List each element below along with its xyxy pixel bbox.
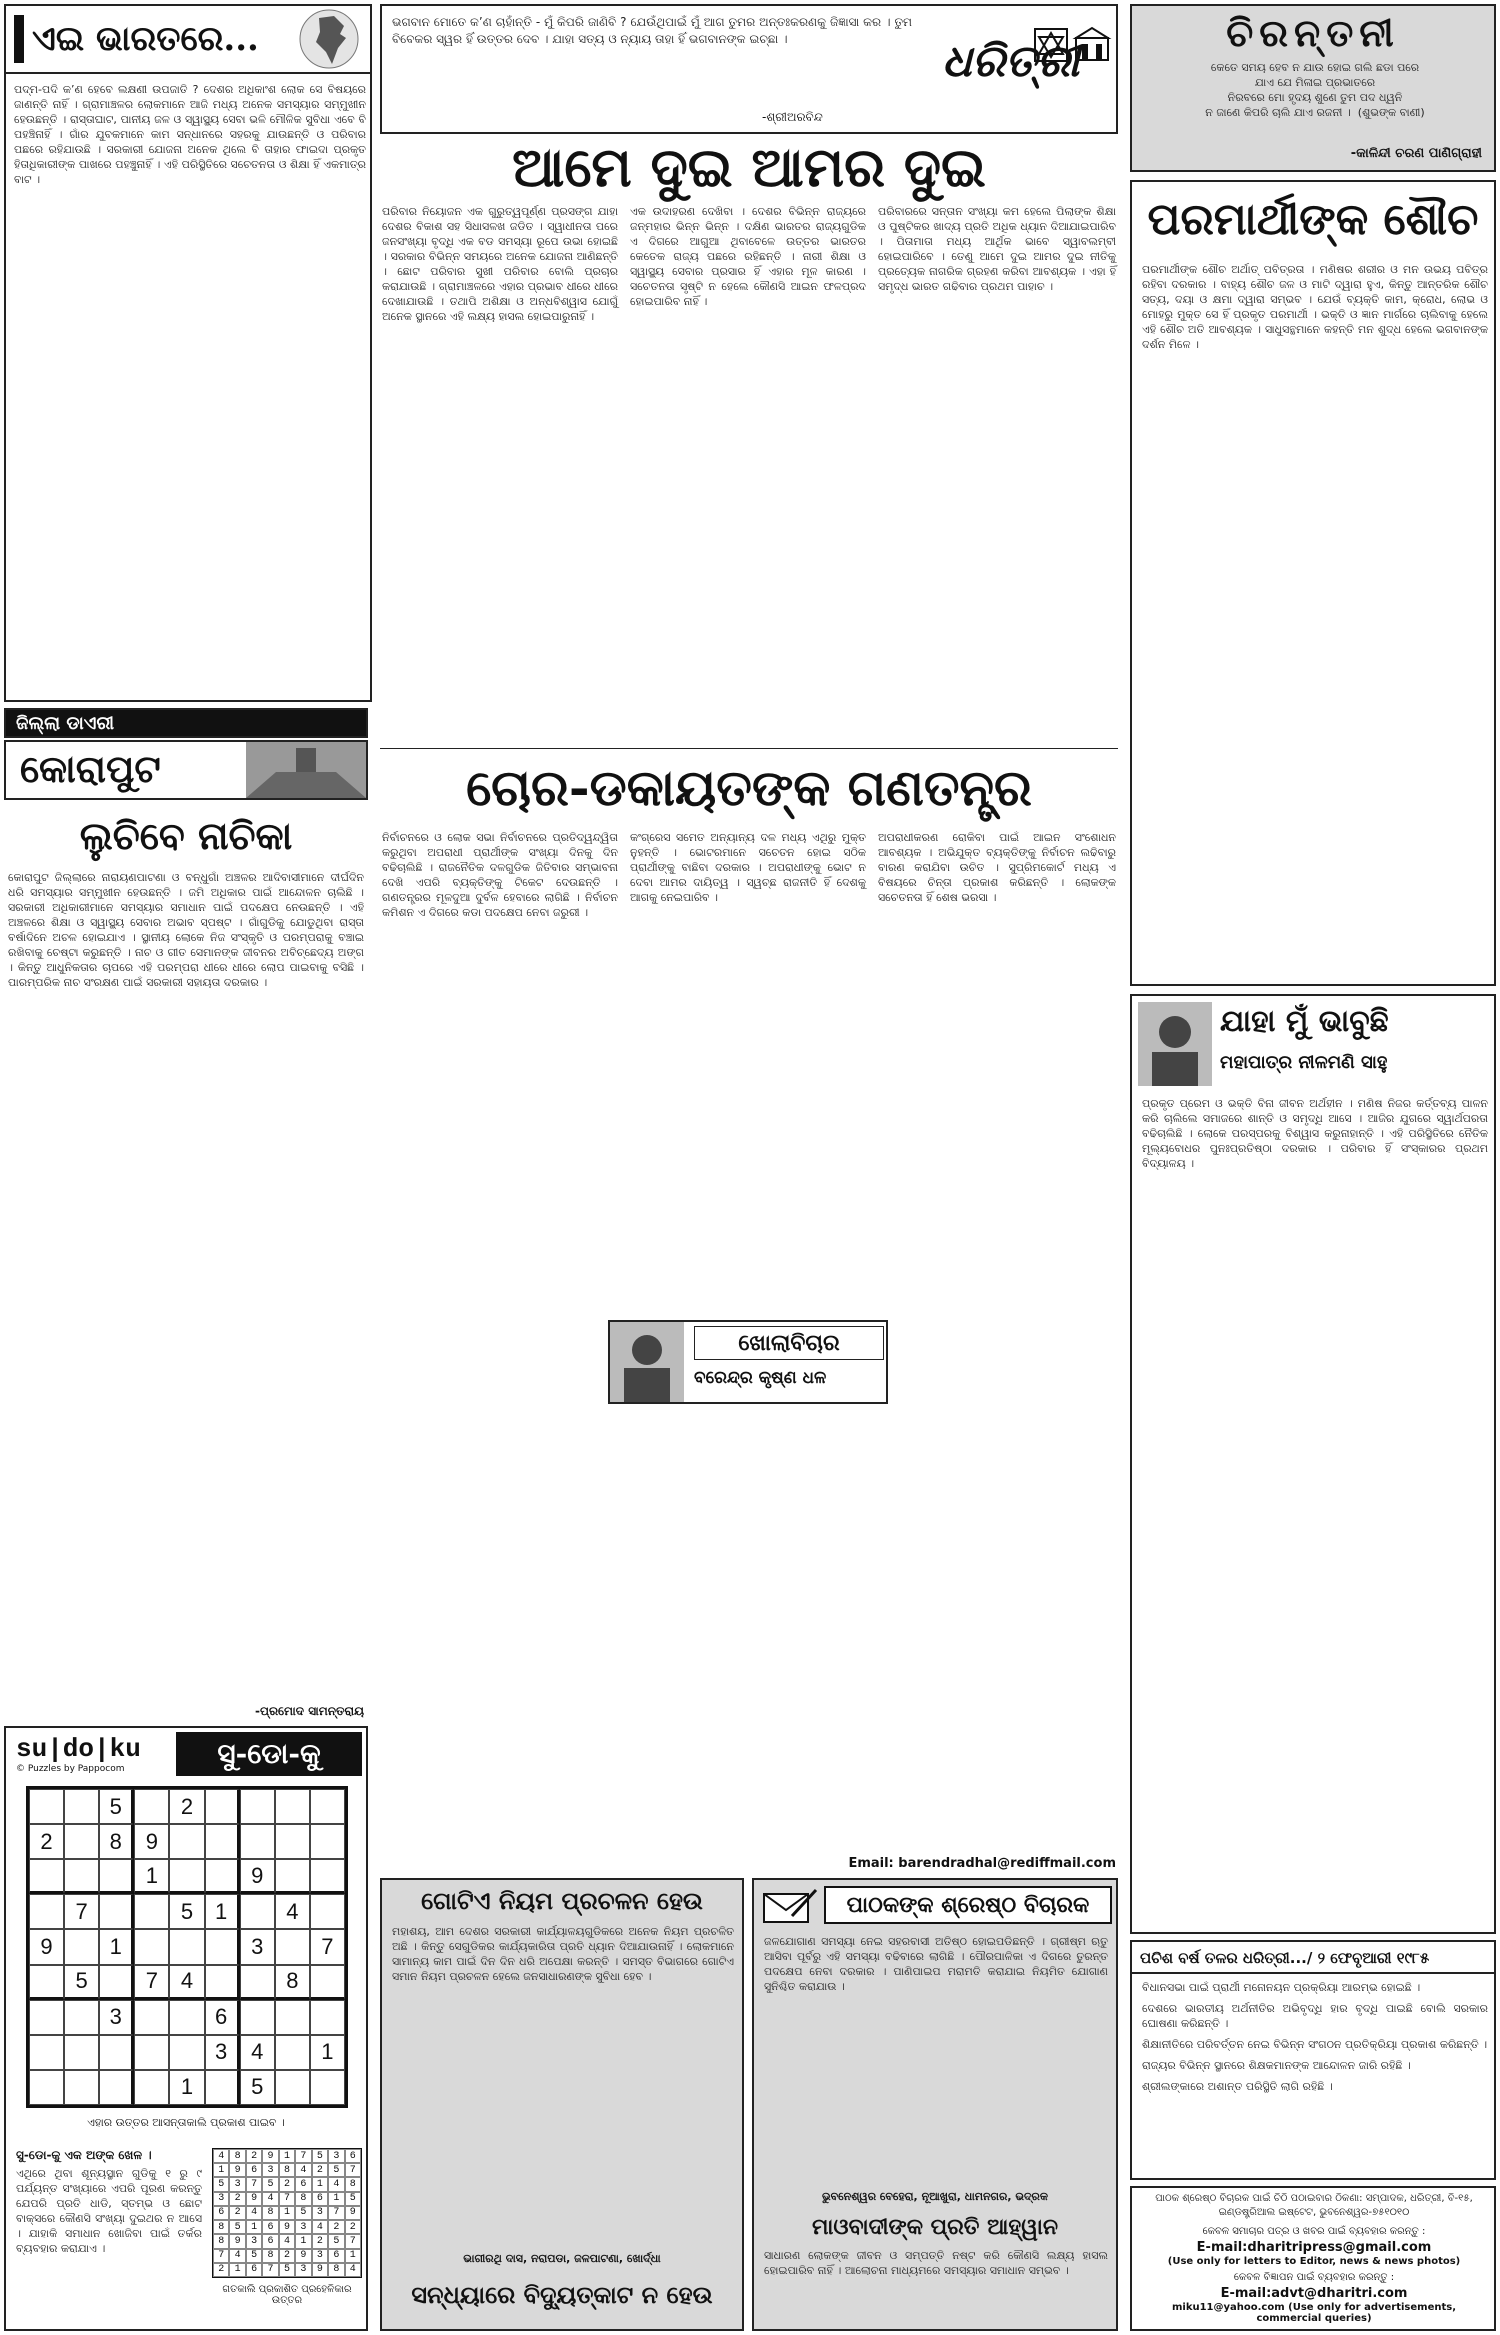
solution-cell: 7 <box>246 2177 262 2191</box>
solution-cell: 6 <box>295 2177 311 2191</box>
sudoku-cell <box>310 1789 345 1824</box>
contact-email2-alt[interactable]: miku11@yahoo.com (Use only for advertisements, commercial queries) <box>1171 2302 1457 2324</box>
solution-cell: 3 <box>312 2249 328 2263</box>
solution-cell: 1 <box>246 2220 262 2234</box>
chirantani-poem: କେତେ ସମୟ ହେବ ନ ଯାଉ ହୋଇ ଗଲି ଛଡା ପରେ ଯାଏ ଯେ ମିଳାଇ ପ୍ରଭାତରେ ନିରବରେ ମୋ ହୃଦୟ ଶୁଣେ ତୁମ ପଦ ଧ୍ୱନି ନ ଜାଣେ କିପରି ଚାଲି ଯାଏ ରଜନୀ । (ଶୁଭଙ୍କ ବାଣୀ) <box>1205 61 1425 119</box>
pathaka-sub-title: ମାଓବାଦୀଙ୍କ ପ୍ରତି ଆହ୍ୱାନ <box>811 2214 1059 2240</box>
solution-cell: 8 <box>262 2249 278 2263</box>
paramartha-body: ପରମାର୍ଥୀଙ୍କ ଶୌଚ ଅର୍ଥାତ୍ ପବିତ୍ରତା । ମଣିଷର ଶରୀର ଓ ମନ ଉଭୟ ପବିତ୍ର ରହିବା ଦରକାର । ବାହ୍ୟ ଶୌଚ ଜଳ ଓ ମାଟି ଦ୍ୱାରା ହୁଏ, କିନ୍ତୁ ଆନ୍ତରିକ ଶୌଚ ସତ୍ୟ, ଦୟା ଓ କ୍ଷମା ଦ୍ୱାରା ସମ୍ଭବ । ଯେଉଁ ବ୍ୟକ୍ତି କାମ, କ୍ରୋଧ, ଲୋଭ ଓ ମୋହରୁ ମୁକ୍ତ ସେ ହିଁ ପ୍ରକୃତ ପରମାର୍ଥୀ । ଭକ୍ତି ଓ ଜ୍ଞାନ ମାର୍ଗରେ ଚାଲିବାକୁ ହେଲେ ଏହି ଶୌଚ ଅତି ଆବଶ୍ୟକ । ସାଧୁସନ୍ଥମାନେ କହନ୍ତି ମନ ଶୁଦ୍ଧ ହେଲେ ଭଗବାନଙ୍କ ଦର୍ଶନ ମିଳେ । <box>1142 263 1492 351</box>
jahamu-title: ଯାହା ମୁଁ ଭାବୁଛି <box>1220 1004 1389 1039</box>
sudoku-cell <box>134 1929 169 1964</box>
solution-cell: 3 <box>262 2163 278 2177</box>
solution-cell: 7 <box>328 2206 344 2220</box>
sudoku-cell <box>29 2035 64 2070</box>
sudoku-cell: 6 <box>205 2000 240 2035</box>
sudoku-cell <box>310 2070 345 2105</box>
author-portrait-jahamu <box>1138 1002 1212 1086</box>
sudoku-cell <box>240 1894 275 1929</box>
solution-cell: 1 <box>312 2177 328 2191</box>
solution-cell: 2 <box>279 2177 295 2191</box>
contact-info <box>1130 2186 1496 2331</box>
pachisa-item: ଦେଶରେ ଭାରତୀୟ ଅର୍ଥନୀତିର ଅଭିବୃଦ୍ଧି ହାର ବୃଦ୍ଧି ପାଇଛି ବୋଲି ସରକାର ଘୋଷଣା କରିଛନ୍ତି । <box>1142 2002 1492 2030</box>
sudoku-cell: 5 <box>64 1965 99 2000</box>
sudoku-cell <box>275 2000 310 2035</box>
temple-steps-photo <box>246 742 366 798</box>
pathaka-panel <box>752 1878 1118 2331</box>
solution-cell: 6 <box>328 2249 344 2263</box>
ei-bharatare-body: ପଦ୍ମ-ପଦି କ’ଣ ହେବେ ଲକ୍ଷଣୀ ଉପଜାତି ? ଦେଶର ଅଧିକାଂଶ ଲୋକ ସେ ବିଷୟରେ ଜାଣନ୍ତି ନାହିଁ । ଗ୍ରାମାଞ୍ଚଳର ଲୋକମାନେ ଆଜି ମଧ୍ୟ ଅନେକ ସମସ୍ୟାର ସମ୍ମୁଖୀନ ହେଉଛନ୍ତି । ରାସ୍ତାଘାଟ, ପାନୀୟ ଜଳ ଓ ସ୍ୱାସ୍ଥ୍ୟ ସେବା ଭଳି ମୌଳିକ ସୁବିଧା ଏବେ ବି ପହଞ୍ଚିନାହିଁ । ଗାଁର ଯୁବକମାନେ କାମ ସନ୍ଧାନରେ ସହରକୁ ଯାଉଛନ୍ତି ଓ ପରିବାର ପଛରେ ରହିଯାଉଛି । ସରକାରୀ ଯୋଜନା ଅନେକ ଥିଲେ ବି ତାହାର ଫାଇଦା ପ୍ରକୃତ ହିତାଧିକାରୀଙ୍କ ପାଖରେ ପହଞ୍ଚୁନାହିଁ । ଏହି ପରିସ୍ଥିତିରେ ସଚେତନତା ଓ ଶିକ୍ଷା ହିଁ ଏକମାତ୍ର ବାଟ । <box>14 83 370 186</box>
solution-cell: 9 <box>312 2263 328 2277</box>
chora-col1: ନିର୍ବାଚନରେ ଓ ଲୋକ ସଭା ନିର୍ବାଚନରେ ପ୍ରତିଦ୍ୱନ୍ଦ୍ୱିତା କରୁଥିବା ଅପରାଧୀ ପ୍ରାର୍ଥୀଙ୍କ ସଂଖ୍ୟା ଦିନକୁ ଦିନ ବଢିଚାଲିଛି । ରାଜନୈତିକ ଦଳଗୁଡିକ ଜିତିବାର ସମ୍ଭାବନା ଦେଖି ଏପରି ବ୍ୟକ୍ତିଙ୍କୁ ଟିକେଟ ଦେଉଛନ୍ତି । ଗଣତନ୍ତ୍ରର ମୂଳଦୁଆ ଦୁର୍ବଳ ହେବାରେ ଲାଗିଛି । ନିର୍ବାଚନ କମିଶନ ଏ ଦିଗରେ କଡା ପଦକ୍ଷେପ ନେବା ଜରୁରୀ । <box>382 831 622 919</box>
sudoku-cell: 3 <box>205 2035 240 2070</box>
solution-cell: 3 <box>246 2234 262 2248</box>
contact-email2[interactable]: E-mail:advt@dharitri.com <box>1220 2286 1408 2301</box>
solution-cell: 6 <box>262 2234 278 2248</box>
sudoku-cell: 3 <box>240 1929 275 1964</box>
sudoku-cell: 4 <box>169 1965 204 2000</box>
solution-cell: 2 <box>246 2149 262 2163</box>
sudoku-cell <box>134 2000 169 2035</box>
solution-cell: 8 <box>328 2263 344 2277</box>
sudoku-cell <box>205 1824 240 1859</box>
sudoku-cell <box>310 2000 345 2035</box>
sudoku-cell <box>205 2070 240 2105</box>
solution-cell: 9 <box>229 2163 245 2177</box>
contact-email-hint: କେବଳ ସମାଚାର ପତ୍ର ଓ ଖବର ପାଇଁ ବ୍ୟବହାର କରନ୍ତୁ : <box>1202 2226 1426 2237</box>
sudoku-cell <box>29 1789 64 1824</box>
sudoku-cell <box>240 1789 275 1824</box>
pathaka-title: ପାଠକଙ୍କ ଶ୍ରେଷ୍ଠ ବିଚାରକ <box>824 1886 1112 1924</box>
gotie-body: ମହାଶୟ, ଆମ ଦେଶର ସରକାରୀ କାର୍ଯ୍ୟାଳୟଗୁଡିକରେ ଅନେକ ନିୟମ ପ୍ରଚଳିତ ଅଛି । କିନ୍ତୁ ସେଗୁଡିକର କାର୍ଯ୍ୟକାରିତା ପ୍ରତି ଧ୍ୟାନ ଦିଆଯାଉନାହିଁ । ଲୋକମାନେ ସାମାନ୍ୟ କାମ ପାଇଁ ଦିନ ଦିନ ଧରି ଅପେକ୍ଷା କରନ୍ତି । ସମସ୍ତ ବିଭାଗରେ ଗୋଟିଏ ସମାନ ନିୟମ ପ୍ରଚଳନ ହେଲେ ଜନସାଧାରଣଙ୍କ ସୁବିଧା ହେବ । <box>392 1925 738 1983</box>
sudoku-title: ସୁ-ଡୋ-କୁ <box>176 1732 362 1776</box>
india-map-icon <box>294 8 364 70</box>
zilla-label: ଜିଲ୍ଲା ଡାଏରୀ <box>16 713 115 734</box>
sudoku-cell <box>29 2070 64 2105</box>
solution-cell: 3 <box>295 2263 311 2277</box>
contact-ad-hint: କେବଳ ବିଜ୍ଞାପନ ପାଇଁ ବ୍ୟବହାର କରନ୍ତୁ : <box>1233 2272 1395 2283</box>
gotie-sender: ଭାଗୀରଥି ଦାସ, ନରାପଡା, ଜଳପାଟଣା, ଖୋର୍ଦ୍ଧା <box>463 2252 661 2265</box>
sudoku-cell <box>275 1929 310 1964</box>
solution-cell: 8 <box>229 2149 245 2163</box>
main-article-col3: ପରିବାରରେ ସନ୍ତାନ ସଂଖ୍ୟା କମ ହେଲେ ପିଲାଙ୍କ ଶିକ୍ଷା ଓ ପୁଷ୍ଟିକର ଖାଦ୍ୟ ପ୍ରତି ଅଧିକ ଧ୍ୟାନ ଦିଆଯାଇପାରିବ । ପିତାମାତା ମଧ୍ୟ ଆର୍ଥିକ ଭାବେ ସ୍ୱାବଲମ୍ବୀ ହୋଇପାରିବେ । ତେଣୁ ଆମେ ଦୁଇ ଆମର ଦୁଇ ନୀତିକୁ ପ୍ରତ୍ୟେକ ନାଗରିକ ଗ୍ରହଣ କରିବା ଆବଶ୍ୟକ । ଏହା ହିଁ ସମୃଦ୍ଧ ଭାରତ ଗଢିବାର ପ୍ରଥମ ପାହାଚ । <box>878 205 1120 293</box>
sudoku-cell <box>240 2000 275 2035</box>
solution-cell: 7 <box>262 2263 278 2277</box>
sudoku-cell <box>169 2035 204 2070</box>
main-article-col2: ଏକ ଉଦାହରଣ ଦେଖିବା । ଦେଶର ବିଭିନ୍ନ ରାଜ୍ୟରେ ଜନ୍ମହାର ଭିନ୍ନ ଭିନ୍ନ । ଦକ୍ଷିଣ ଭାରତର ରାଜ୍ୟଗୁଡିକ ଏ ଦିଗରେ ଆଗୁଆ ଥିବାବେଳେ ଉତ୍ତର ଭାରତର କେତେକ ରାଜ୍ୟ ପଛରେ ରହିଛନ୍ତି । ନାରୀ ଶିକ୍ଷା ଓ ସ୍ୱାସ୍ଥ୍ୟ ସେବାର ପ୍ରସାର ହିଁ ଏହାର ମୂଳ କାରଣ । ସଚେତନତା ସୃଷ୍ଟି ନ ହେଲେ କୌଣସି ଆଇନ ଫଳପ୍ରଦ ହୋଇପାରିବ ନାହିଁ । <box>630 205 870 308</box>
sudoku-cell <box>29 2000 64 2035</box>
sudoku-cell: 7 <box>64 1894 99 1929</box>
solution-cell: 5 <box>328 2163 344 2177</box>
sudoku-answer-note: ଏହାର ଉତ୍ତର ଆସନ୍ତାକାଲି ପ୍ରକାଶ ପାଇବ । <box>87 2116 285 2129</box>
solution-cell: 1 <box>328 2192 344 2206</box>
solution-cell: 2 <box>312 2234 328 2248</box>
sudoku-cell: 1 <box>310 2035 345 2070</box>
zilla-name-box <box>4 740 368 800</box>
chora-col2: କଂଗ୍ରେସ ସମେତ ଅନ୍ୟାନ୍ୟ ଦଳ ମଧ୍ୟ ଏଥିରୁ ମୁକ୍ତ ନୁହନ୍ତି । ଭୋଟରମାନେ ସଚେତନ ହୋଇ ସଠିକ ପ୍ରାର୍ଥୀଙ୍କୁ ବାଛିବା ଦରକାର । ଅପରାଧୀଙ୍କୁ ଭୋଟ ନ ଦେବା ଆମର ଦାୟିତ୍ୱ । ସ୍ୱଚ୍ଛ ରାଜନୀତି ହିଁ ଦେଶକୁ ଆଗକୁ ନେଇପାରିବ । <box>630 831 870 904</box>
chirantani-title: ଚିରନ୍ତନୀ <box>1226 10 1400 55</box>
solution-cell: 8 <box>295 2192 311 2206</box>
masthead-attribution: -ଶ୍ରୀଅରବିନ୍ଦ <box>762 110 823 124</box>
sudoku-cell <box>169 1859 204 1894</box>
zilla-headline: ଲୁଚିବେ ନାଚିକା <box>79 813 293 858</box>
solution-cell: 5 <box>328 2234 344 2248</box>
main-headline: ଆମେ ଦୁଇ ଆମର ଦୁଇ <box>512 135 986 199</box>
sudoku-cell: 5 <box>169 1894 204 1929</box>
solution-cell: 4 <box>229 2249 245 2263</box>
sudoku-cell <box>275 1824 310 1859</box>
solution-cell: 9 <box>279 2220 295 2234</box>
solution-cell: 6 <box>213 2206 229 2220</box>
solution-cell: 2 <box>213 2263 229 2277</box>
chora-column-author: ବରେନ୍ଦ୍ର କୃଷ୍ଣ ଧଳ <box>694 1368 827 1388</box>
solution-cell: 7 <box>345 2163 361 2177</box>
pathaka-sub-body: ସାଧାରଣ ଲୋକଙ୍କ ଜୀବନ ଓ ସମ୍ପତ୍ତି ନଷ୍ଟ କରି କୌଣସି ଲକ୍ଷ୍ୟ ହାସଲ ହୋଇପାରିବ ନାହିଁ । ଆଲୋଚନା ମାଧ୍ୟମରେ ସମସ୍ୟାର ସମାଧାନ ସମ୍ଭବ । <box>764 2249 1112 2277</box>
solution-cell: 2 <box>229 2192 245 2206</box>
author-portrait-chora <box>610 1322 684 1402</box>
solution-cell: 8 <box>279 2163 295 2177</box>
solution-cell: 7 <box>213 2249 229 2263</box>
solution-cell: 6 <box>312 2192 328 2206</box>
pachisa-header: ପଚିଶ ବର୍ଷ ତଳର ଧରିତ୍ରୀ.../ ୨ ଫେବୃଆରୀ ୧୯୮୫ <box>1132 1942 1494 1974</box>
sudoku-cell <box>99 2035 134 2070</box>
solution-cell: 8 <box>345 2177 361 2191</box>
sudoku-cell: 9 <box>134 1824 169 1859</box>
solution-cell: 6 <box>345 2149 361 2163</box>
sudoku-cell <box>64 1929 99 1964</box>
pachisa-panel <box>1130 1940 1496 2180</box>
solution-cell: 1 <box>213 2163 229 2177</box>
sudoku-cell <box>169 2000 204 2035</box>
sudoku-cell: 1 <box>99 1929 134 1964</box>
solution-cell: 2 <box>229 2206 245 2220</box>
chora-col3: ଅପରାଧୀକରଣ ରୋକିବା ପାଇଁ ଆଇନ ସଂଶୋଧନ ଆବଶ୍ୟକ । ଅଭିଯୁକ୍ତ ବ୍ୟକ୍ତିଙ୍କୁ ନିର୍ବାଚନ ଲଢିବାରୁ ବାରଣ କରାଯିବା ଉଚିତ । ସୁପ୍ରିମକୋର୍ଟ ମଧ୍ୟ ଏ ବିଷୟରେ ଚିନ୍ତା ପ୍ରକାଶ କରିଛନ୍ତି । ଲୋକଙ୍କ ସଚେତନତା ହିଁ ଶେଷ ଭରସା । <box>878 831 1120 904</box>
solution-cell: 4 <box>246 2206 262 2220</box>
gotie-title: ଗୋଟିଏ ନିୟମ ପ୍ରଚଳନ ହେଉ <box>421 1886 703 1915</box>
jahamu-panel <box>1130 994 1496 1934</box>
sudoku-cell: 4 <box>275 1894 310 1929</box>
sudoku-brand-credit: © Puzzles by Pappocom <box>16 1764 125 1774</box>
solution-cell: 1 <box>229 2263 245 2277</box>
sudoku-cell <box>310 1824 345 1859</box>
sudoku-cell: 9 <box>240 1859 275 1894</box>
solution-cell: 9 <box>345 2206 361 2220</box>
building-icon <box>1074 26 1110 62</box>
jahamu-body: ପ୍ରକୃତ ପ୍ରେମ ଓ ଭକ୍ତି ବିନା ଜୀବନ ଅର୍ଥହୀନ । ମଣିଷ ନିଜର କର୍ତ୍ତବ୍ୟ ପାଳନ କରି ଚାଲିଲେ ସମାଜରେ ଶାନ୍ତି ଓ ସମୃଦ୍ଧି ଆସେ । ଆଜିର ଯୁଗରେ ସ୍ୱାର୍ଥପରତା ବଢିଚାଲିଛି । ଲୋକେ ପରସ୍ପରକୁ ବିଶ୍ୱାସ କରୁନାହାନ୍ତି । ଏହି ପରିସ୍ଥିତିରେ ନୈତିକ ମୂଲ୍ୟବୋଧର ପୁନଃପ୍ରତିଷ୍ଠା ଦରକାର । ପରିବାର ହିଁ ସଂସ୍କାରର ପ୍ରଥମ ବିଦ୍ୟାଳୟ । <box>1142 1097 1492 1170</box>
gotie-footer-title: ସନ୍ଧ୍ୟାରେ ବିଦ୍ୟୁତ୍‍କାଟ ନ ହେଉ <box>411 2280 713 2309</box>
solution-cell: 9 <box>262 2149 278 2163</box>
solution-cell: 2 <box>279 2249 295 2263</box>
sudoku-cell <box>134 1894 169 1929</box>
sudoku-cell: 8 <box>99 1824 134 1859</box>
contact-intro: ପାଠକ ଶ୍ରେଷ୍ଠ ବିଚାରକ ପାଇଁ ଚିଠି ପଠାଇବାର ଠିକଣା: ସମ୍ପାଦକ, ଧରିତ୍ରୀ, ବି-୧୫, ଇଣ୍ଡଷ୍ଟ୍ରିଆଲ ଇଷ୍ଟେଟ, ଭୁବନେଶ୍ୱର-୭୫୧୦୧୦ <box>1155 2193 1476 2218</box>
solution-cell: 4 <box>213 2149 229 2163</box>
zilla-body: କୋରାପୁଟ ଜିଲ୍ଲାରେ ନାରାୟଣପାଟଣା ଓ ବନ୍ଧୁଗାଁ ଅଞ୍ଚଳର ଆଦିବାସୀମାନେ ଦୀର୍ଘଦିନ ଧରି ସମସ୍ୟାର ସମ୍ମୁଖୀନ ହେଉଛନ୍ତି । ଜମି ଅଧିକାର ପାଇଁ ଆନ୍ଦୋଳନ ଚାଲିଛି । ସରକାରୀ ଅଧିକାରୀମାନେ ସମସ୍ୟାର ସମାଧାନ ପାଇଁ ପଦକ୍ଷେପ ନେଉଛନ୍ତି । ଏହି ଅଞ୍ଚଳରେ ଶିକ୍ଷା ଓ ସ୍ୱାସ୍ଥ୍ୟ ସେବାର ଅଭାବ ସ୍ପଷ୍ଟ । ଗାଁଗୁଡିକୁ ଯୋଡୁଥିବା ରାସ୍ତା ବର୍ଷାଦିନେ ଅଚଳ ହୋଇଯାଏ । ସ୍ଥାନୀୟ ଲୋକେ ନିଜ ସଂସ୍କୃତି ଓ ପରମ୍ପରାକୁ ବଞ୍ଚାଇ ରଖିବାକୁ ଚେଷ୍ଟା କରୁଛନ୍ତି । ନାଚ ଓ ଗୀତ ସେମାନଙ୍କ ଜୀବନର ଅବିଚ୍ଛେଦ୍ୟ ଅଙ୍ଗ । କିନ୍ତୁ ଆଧୁନିକତାର ଚାପରେ ଏହି ପରମ୍ପରା ଧୀରେ ଧୀରେ ଲୋପ ପାଇବାକୁ ବସିଛି । ପାରମ୍ପରିକ ନାଚ ସଂରକ୍ଷଣ ପାଇଁ ସରକାରୀ ସହାୟତା ଦରକାର । <box>8 871 368 989</box>
solution-cell: 4 <box>295 2163 311 2177</box>
pachisa-item: ରାଜ୍ୟର ବିଭିନ୍ନ ସ୍ଥାନରେ ଶିକ୍ଷକମାନଙ୍କ ଆନ୍ଦୋଳନ ଜାରି ରହିଛି । <box>1142 2059 1411 2072</box>
sudoku-cell <box>310 1894 345 1929</box>
solution-cell: 5 <box>229 2220 245 2234</box>
sudoku-cell: 7 <box>134 1965 169 2000</box>
solution-cell: 1 <box>279 2149 295 2163</box>
ei-bharatare-panel <box>4 4 372 702</box>
zilla-name: କୋରାପୁଟ <box>20 746 161 791</box>
gotie-panel <box>380 1878 744 2331</box>
sudoku-cell: 5 <box>99 1789 134 1824</box>
sudoku-cell <box>134 2070 169 2105</box>
sudoku-cell <box>310 1965 345 2000</box>
sudoku-cell <box>29 1894 64 1929</box>
zilla-label-box <box>4 708 368 738</box>
sudoku-cell <box>205 1789 240 1824</box>
solution-cell: 5 <box>213 2177 229 2191</box>
sudoku-panel <box>4 1726 368 2331</box>
pachisa-item: ଶ୍ରୀଲଙ୍କାରେ ଅଶାନ୍ତ ପରିସ୍ଥିତି ଲାଗି ରହିଛି । <box>1142 2080 1333 2093</box>
header-bar <box>14 15 24 63</box>
pathaka-body: ଜଳଯୋଗାଣ ସମସ୍ୟା ନେଇ ସହରବାସୀ ଅତିଷ୍ଠ ହୋଇପଡିଛନ୍ତି । ଗ୍ରୀଷ୍ମ ଋତୁ ଆସିବା ପୂର୍ବରୁ ଏହି ସମସ୍ୟା ବଢିବାରେ ଲାଗିଛି । ପୌରପାଳିକା ଏ ଦିଗରେ ତୁରନ୍ତ ପଦକ୍ଷେପ ନେବା ଦରକାର । ପାଣିପାଇପ ମରାମତି କରାଯାଇ ନିୟମିତ ଯୋଗାଣ ସୁନିଶ୍ଚିତ କରାଯାଉ । <box>764 1935 1112 1993</box>
solution-cell: 2 <box>345 2220 361 2234</box>
star-emblem-icon <box>1034 28 1068 62</box>
sudoku-cell <box>134 1789 169 1824</box>
sudoku-cell <box>64 2000 99 2035</box>
pachisa-item: ଶିକ୍ଷାନୀତିରେ ପରିବର୍ତ୍ତନ ନେଇ ବିଭିନ୍ନ ସଂଗଠନ ପ୍ରତିକ୍ରିୟା ପ୍ରକାଶ କରିଛନ୍ତି । <box>1142 2038 1488 2051</box>
solution-cell: 8 <box>262 2206 278 2220</box>
sudoku-cell: 1 <box>169 2070 204 2105</box>
solution-cell: 4 <box>328 2177 344 2191</box>
sudoku-cell <box>64 2070 99 2105</box>
sudoku-cell: 3 <box>99 2000 134 2035</box>
solution-cell: 9 <box>246 2192 262 2206</box>
jahamu-author: ମହାପାତ୍ର ନୀଳମଣି ସାହୁ <box>1220 1052 1388 1073</box>
sudoku-cell <box>275 1859 310 1894</box>
solution-cell: 8 <box>213 2220 229 2234</box>
solution-cell: 1 <box>295 2234 311 2248</box>
solution-cell: 7 <box>295 2149 311 2163</box>
sudoku-rules-title: ସୁ-ଡୋ-କୁ ଏକ ଅଙ୍କ ଖେଳ । <box>16 2148 152 2162</box>
contact-panel <box>1130 1950 1496 1951</box>
sudoku-cell <box>240 1965 275 2000</box>
chora-headline: ଚୋର-ଡକାୟତଙ୍କ ଗଣତନ୍ତ୍ର <box>466 758 1032 817</box>
ei-bharatare-title: ଏଇ ଭାରତରେ... <box>32 19 259 59</box>
sudoku-cell <box>64 1789 99 1824</box>
sudoku-cell <box>169 1929 204 1964</box>
chirantani-author: -କାଳିନ୍ଦୀ ଚରଣ ପାଣିଗ୍ରାହୀ <box>1350 146 1482 161</box>
paramartha-title: ପରମାର୍ଥୀଙ୍କ ଶୌଚ <box>1147 194 1479 245</box>
solution-cell: 4 <box>345 2263 361 2277</box>
sudoku-cell <box>29 1859 64 1894</box>
main-article-col1: ପରିବାର ନିୟୋଜନ ଏକ ଗୁରୁତ୍ୱପୂର୍ଣ୍ଣ ପ୍ରସଙ୍ଗ ଯାହା ଦେଶର ବିକାଶ ସହ ସିଧାସଳଖ ଜଡିତ । ସ୍ୱାଧୀନତା ପରେ ଜନସଂଖ୍ୟା ବୃଦ୍ଧି ଏକ ବଡ ସମସ୍ୟା ରୂପେ ଉଭା ହୋଇଛି । ସରକାର ବିଭିନ୍ନ ସମୟରେ ଅନେକ ଯୋଜନା ଆଣିଛନ୍ତି । ଛୋଟ ପରିବାର ସୁଖୀ ପରିବାର ବୋଲି ପ୍ରଚାର କରାଯାଉଛି । ଗ୍ରାମାଞ୍ଚଳରେ ଏହାର ପ୍ରଭାବ ଧୀରେ ଧୀରେ ଦେଖାଯାଉଛି । ତଥାପି ଅଶିକ୍ଷା ଓ ଅନ୍ଧବିଶ୍ୱାସ ଯୋଗୁଁ ଅନେକ ସ୍ଥାନରେ ଏହି ଲକ୍ଷ୍ୟ ହାସଲ ହୋଇପାରୁନାହିଁ । <box>382 205 622 323</box>
solution-cell: 4 <box>262 2192 278 2206</box>
solution-cell: 4 <box>312 2220 328 2234</box>
sudoku-cell <box>205 1929 240 1964</box>
solution-cell: 8 <box>213 2234 229 2248</box>
solution-cell: 3 <box>295 2220 311 2234</box>
sudoku-cell <box>99 1894 134 1929</box>
sudoku-grid <box>26 1786 348 2108</box>
chora-email: Email: barendradhal@rediffmail.com <box>848 1856 1116 1871</box>
sudoku-cell <box>99 2070 134 2105</box>
solution-cell: 5 <box>295 2206 311 2220</box>
zilla-author: -ପ୍ରମୋଦ ସାମନ୍ତରାୟ <box>254 1704 364 1718</box>
solution-cell: 5 <box>246 2249 262 2263</box>
sudoku-cell <box>99 1965 134 2000</box>
chora-divider <box>380 748 1118 749</box>
solution-cell: 9 <box>295 2249 311 2263</box>
pathaka-sender: ଭୁବନେଶ୍ୱର ବେହେରା, ନୂଆଖୁରା, ଧାମନଗର, ଭଦ୍ରକ <box>821 2190 1049 2203</box>
sudoku-cell <box>64 1824 99 1859</box>
solution-cell: 3 <box>328 2149 344 2163</box>
sudoku-cell <box>275 2070 310 2105</box>
sudoku-cell <box>240 1824 275 1859</box>
solution-cell: 7 <box>345 2234 361 2248</box>
solution-cell: 6 <box>262 2220 278 2234</box>
solution-cell: 1 <box>345 2249 361 2263</box>
sudoku-cell: 9 <box>29 1929 64 1964</box>
contact-email1-note: (Use only for letters to Editor, news & news photos) <box>1167 2256 1461 2267</box>
sudoku-cell: 1 <box>205 1894 240 1929</box>
pachisa-list <box>1142 1980 1492 2100</box>
solution-cell: 7 <box>279 2192 295 2206</box>
sudoku-cell: 2 <box>169 1789 204 1824</box>
dharitri-logo: ଧରିତ୍ରୀ <box>942 36 1080 87</box>
solution-cell: 3 <box>229 2177 245 2191</box>
khola-bichara-box <box>608 1320 888 1404</box>
solution-cell: 5 <box>345 2192 361 2206</box>
sudoku-cell <box>64 1859 99 1894</box>
sudoku-solution-grid <box>212 2148 362 2278</box>
sudoku-cell <box>205 1965 240 2000</box>
letter-pen-icon <box>762 1886 818 1926</box>
solution-cell: 9 <box>229 2234 245 2248</box>
sudoku-rules: ଏଥିରେ ଥିବା ଶୂନ୍ୟସ୍ଥାନ ଗୁଡିକୁ ୧ ରୁ ୯ ପର୍ଯ୍ୟନ୍ତ ସଂଖ୍ୟାରେ ଏପରି ପୂରଣ କରନ୍ତୁ ଯେପରି ପ୍ରତି ଧାଡି, ସ୍ତମ୍ଭ ଓ ଛୋଟ ବାକ୍ସରେ କୌଣସି ସଂଖ୍ୟା ଦୁଇଥର ନ ଆସେ । ଯାହାକି ସମାଧାନ ଖୋଜିବା ପାଇଁ ତର୍କର ବ୍ୟବହାର କରାଯାଏ । <box>16 2167 206 2255</box>
sudoku-cell <box>205 1859 240 1894</box>
solution-cell: 2 <box>312 2163 328 2177</box>
solution-cell: 5 <box>279 2263 295 2277</box>
sudoku-cell: 1 <box>134 1859 169 1894</box>
contact-email1[interactable]: E-mail:dharitripress@gmail.com <box>1196 2240 1432 2255</box>
solution-cell: 3 <box>312 2206 328 2220</box>
sudoku-cell <box>275 2035 310 2070</box>
paramartha-panel <box>1130 180 1496 986</box>
solution-cell: 5 <box>262 2177 278 2191</box>
sudoku-cell <box>29 1965 64 2000</box>
solution-cell: 3 <box>213 2192 229 2206</box>
khola-bichara-label: ଖୋଲାବିଚାର <box>694 1326 884 1360</box>
sudoku-cell <box>134 2035 169 2070</box>
sudoku-cell <box>169 1824 204 1859</box>
masthead-quote: ଭଗବାନ ମୋତେ କ’ଣ ଚାହାଁନ୍ତି - ମୁଁ କିପରି ଜାଣିବି ? ଯେଉଁଥିପାଇଁ ମୁଁ ଆଗ ତୁମର ଅନ୍ତଃକରଣକୁ ଜିଜ୍ଞାସା କର । ତୁମ ବିବେକର ସ୍ୱର ହିଁ ଉତ୍ତର ଦେବ । ଯାହା ସତ୍ୟ ଓ ନ୍ୟାୟ ତାହା ହିଁ ଭଗବାନଙ୍କ ଇଚ୍ଛା । <box>392 15 916 46</box>
masthead-quote-box <box>380 4 1118 134</box>
solution-cell: 4 <box>279 2234 295 2248</box>
chirantani-panel <box>1130 4 1496 172</box>
solution-cell: 2 <box>328 2220 344 2234</box>
sudoku-cell: 8 <box>275 1965 310 2000</box>
sudoku-cell <box>64 2035 99 2070</box>
sudoku-cell <box>99 1859 134 1894</box>
solution-cell: 6 <box>246 2263 262 2277</box>
sudoku-cell: 5 <box>240 2070 275 2105</box>
sudoku-brand: su|do|ku <box>16 1734 141 1764</box>
ei-bharatare-header <box>6 6 370 74</box>
sudoku-footer-note: ଗତକାଲି ପ୍ରକାଶିତ ପ୍ରହେଳିକାର ଉତ୍ତର <box>222 2284 352 2306</box>
solution-cell: 5 <box>312 2149 328 2163</box>
solution-cell: 1 <box>279 2206 295 2220</box>
sudoku-cell: 7 <box>310 1929 345 1964</box>
sudoku-cell: 2 <box>29 1824 64 1859</box>
sudoku-cell <box>310 1859 345 1894</box>
pachisa-item: ବିଧାନସଭା ପାଇଁ ପ୍ରାର୍ଥୀ ମନୋନୟନ ପ୍ରକ୍ରିୟା ଆରମ୍ଭ ହୋଇଛି । <box>1142 1981 1421 1994</box>
solution-cell: 6 <box>246 2163 262 2177</box>
sudoku-cell: 4 <box>240 2035 275 2070</box>
sudoku-cell <box>275 1789 310 1824</box>
